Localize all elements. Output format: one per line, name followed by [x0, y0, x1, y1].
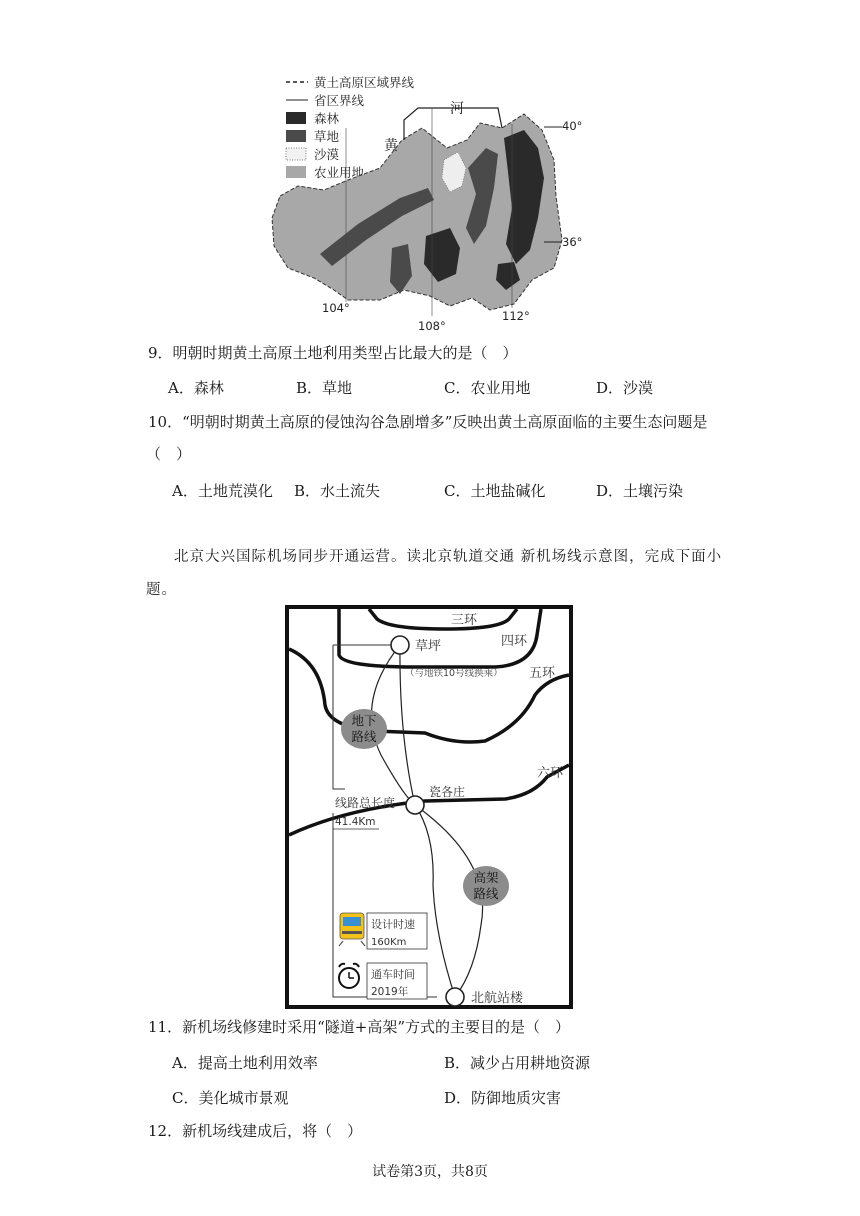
- open-time-label: 通车时间: [371, 968, 415, 981]
- river-label-he: 河: [450, 101, 464, 117]
- question-10-stem-line2: （ ）: [146, 445, 192, 463]
- loess-plateau-land-use-map: [262, 68, 592, 334]
- q9-option-d: D．沙漠: [596, 379, 654, 397]
- legend-label-grassland: 草地: [314, 129, 340, 144]
- q11-option-d: D．防御地质灾害: [444, 1089, 562, 1107]
- river-label-huang: 黄: [384, 138, 398, 154]
- lon-label-108: 108°: [418, 319, 446, 333]
- legend-label-desert: 沙漠: [314, 147, 340, 162]
- svg-text:路线: 路线: [473, 886, 499, 901]
- legend-label-farmland: 农业用地: [314, 165, 365, 180]
- svg-text:路线: 路线: [351, 729, 377, 744]
- legend-label-province: 省区界线: [314, 93, 365, 108]
- legend-label-forest: 森林: [314, 111, 340, 126]
- svg-text:高架: 高架: [473, 870, 499, 885]
- open-time-value: 2019年: [371, 986, 409, 998]
- station-caoping: [391, 636, 409, 654]
- speed-value: 160Km: [371, 937, 407, 948]
- question-12-stem: 12．新机场线建成后，将（ ）: [148, 1122, 363, 1140]
- q10-option-a: A．土地荒漠化: [172, 482, 273, 500]
- ring-label-3: 三环: [451, 613, 478, 628]
- q9-option-b: B．草地: [296, 379, 353, 397]
- svg-text:地下: 地下: [351, 713, 377, 728]
- question-9-stem: 9．明朝时期黄土高原土地利用类型占比最大的是（ ）: [148, 344, 518, 362]
- q11-option-c: C．美化城市景观: [172, 1089, 289, 1107]
- q11-option-b: B．减少占用耕地资源: [444, 1054, 591, 1072]
- station-label-north-terminal: 北航站楼: [471, 991, 524, 1006]
- q9-option-a: A．森林: [168, 379, 224, 397]
- airport-line-map: [285, 605, 575, 1010]
- intro-line-2: 题。: [146, 582, 177, 598]
- question-11-stem: 11．新机场线修建时采用“隧道+高架”方式的主要目的是（ ）: [148, 1018, 570, 1036]
- station-cigezhuang: [406, 796, 424, 814]
- lon-label-104: 104°: [322, 301, 350, 315]
- lat-label-36: 36°: [562, 235, 583, 249]
- ring-label-5: 五环: [529, 666, 556, 681]
- station-label-cigezhuang: 瓷各庄: [429, 785, 466, 799]
- page-footer: 试卷第3页，共8页: [372, 1164, 488, 1180]
- q10-option-b: B．水土流失: [294, 482, 381, 500]
- lat-label-40: 40°: [562, 119, 583, 133]
- q11-option-a: A．提高土地利用效率: [172, 1054, 318, 1072]
- line-length-label: 线路总长度: [335, 796, 396, 810]
- ring-label-6: 六环: [537, 766, 564, 781]
- station-north-terminal: [446, 988, 464, 1006]
- question-10-stem-line1: 10．“明朝时期黄土高原的侵蚀沟谷急剧增多”反映出黄土高原面临的主要生态问题是: [148, 413, 708, 431]
- speed-label: 设计时速: [371, 918, 415, 931]
- line-length-value: 41.4Km: [335, 816, 376, 828]
- transfer-note: （与地铁10号线换乘）: [405, 668, 503, 679]
- ring-label-4: 四环: [501, 634, 528, 649]
- q10-option-c: C．土地盐碱化: [444, 482, 546, 500]
- intro-line-1: 北京大兴国际机场同步开通运营。读北京轨道交通 新机场线示意图，完成下面小: [174, 549, 723, 565]
- q9-option-c: C．农业用地: [444, 379, 531, 397]
- legend-label-boundary: 黄土高原区域界线: [314, 75, 415, 90]
- lon-label-112: 112°: [502, 309, 530, 323]
- station-label-caoping: 草坪: [415, 639, 442, 654]
- q10-option-d: D．土壤污染: [596, 482, 684, 500]
